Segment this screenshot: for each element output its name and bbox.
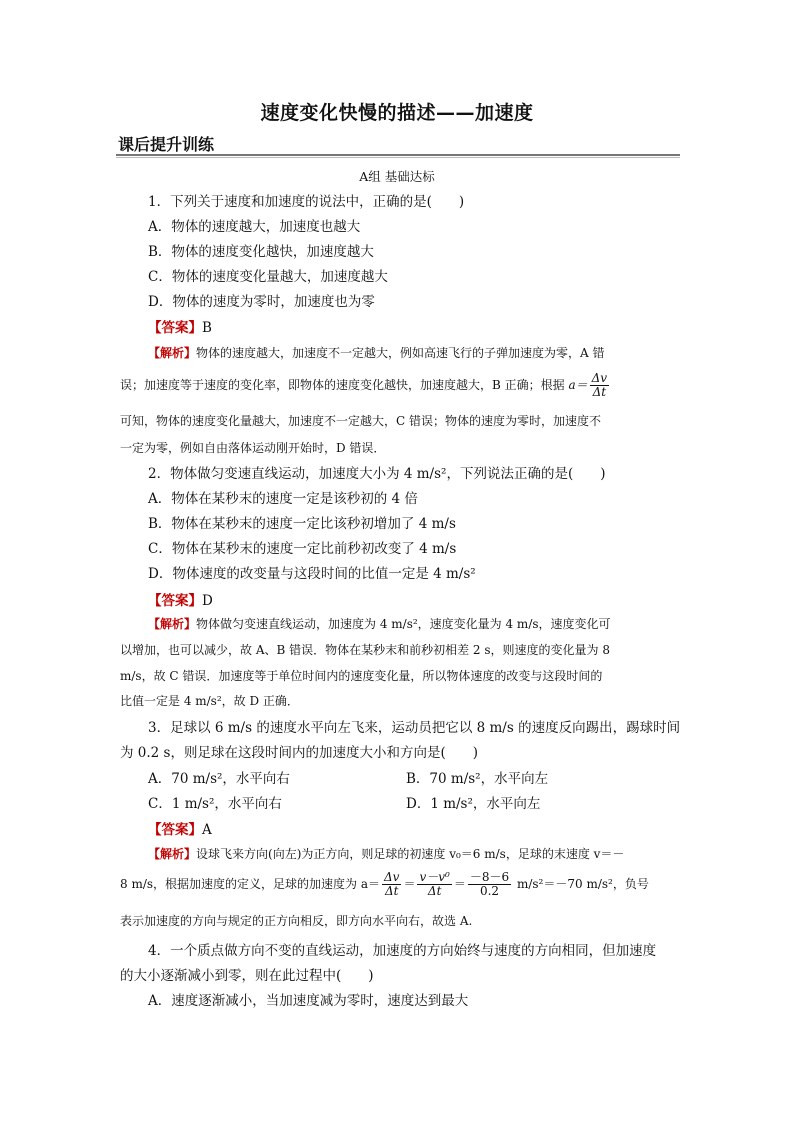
group-heading: A组 基础达标 bbox=[359, 169, 435, 184]
formula-fraction-3 bbox=[468, 871, 511, 898]
section-heading: 课后提升训练 bbox=[118, 135, 215, 154]
explanation-text: 8 m/s，根据加速度的定义，足球的加速度为 a＝ bbox=[120, 877, 380, 891]
formula-fraction-1 bbox=[382, 871, 401, 898]
q1-option-b: B．物体的速度变化越快，加速度越大 bbox=[148, 244, 374, 260]
formula-fraction bbox=[590, 372, 609, 399]
q1-option-a: A．物体的速度越大，加速度也越大 bbox=[148, 219, 361, 235]
page-title: 速度变化快慢的描述——加速度 bbox=[260, 102, 534, 124]
q3-answer bbox=[148, 818, 212, 838]
q2-stem: 2．物体做匀变速直线运动，加速度大小为 4 m/s²，下列说法正确的是( ) bbox=[148, 466, 606, 482]
q3-option-a: A．70 m/s²，水平向右 bbox=[148, 771, 290, 787]
answer-value: B bbox=[202, 320, 212, 336]
equals-sign: ＝ bbox=[453, 877, 466, 891]
answer-tag: 【答案】 bbox=[148, 593, 202, 609]
fraction-denominator: 0.2 bbox=[479, 884, 500, 898]
q2-option-c: C．物体在某秒末的速度一定比前秒初改变了 4 m/s bbox=[148, 541, 457, 557]
q3-explanation-line-1 bbox=[148, 845, 624, 862]
explanation-text: m/s²＝－70 m/s²，负号 bbox=[516, 877, 649, 891]
q1-explanation-line-3: 可知，物体的速度变化量越大，加速度不一定越大，C 错误；物体的速度为零时，加速度不 bbox=[120, 414, 601, 428]
equals-sign: ＝ bbox=[403, 877, 416, 891]
q3-option-b: B．70 m/s²，水平向左 bbox=[406, 771, 549, 787]
explanation-tag: 【解析】 bbox=[148, 617, 197, 631]
explanation-tag: 【解析】 bbox=[148, 847, 197, 861]
q1-explanation-line-1 bbox=[148, 344, 605, 361]
explanation-text: 误；加速度等于速度的变化率，即物体的速度变化越快，加速度越大，B 正确；根据 bbox=[120, 378, 565, 392]
q3-explanation-line-3: 表示加速度的方向与规定的正方向相反，即方向水平向右，故选 A. bbox=[120, 914, 473, 928]
answer-tag: 【答案】 bbox=[148, 320, 202, 336]
formula-fraction-2 bbox=[417, 871, 451, 898]
q4-option-a: A．速度逐渐减小，当加速度减为零时，速度达到最大 bbox=[148, 993, 469, 1009]
q3-option-d: D．1 m/s²，水平向左 bbox=[406, 796, 541, 812]
q1-option-d: D．物体的速度为零时，加速度也为零 bbox=[148, 294, 375, 310]
q1-option-c: C．物体的速度变化量越大，加速度越大 bbox=[148, 269, 388, 285]
answer-tag: 【答案】 bbox=[148, 822, 202, 838]
q3-stem-line-1: 3．足球以 6 m/s 的速度水平向左飞来，运动员把它以 8 m/s 的速度反向踢出，踢球时间 bbox=[148, 720, 681, 736]
q2-answer bbox=[148, 589, 213, 609]
q2-option-a: A．物体在某秒末的速度一定是该秒初的 4 倍 bbox=[148, 491, 418, 507]
q2-explanation-line-3: m/s，故 C 错误．加速度等于单位时间内的速度变化量，所以物体速度的改变与这段时间的 bbox=[120, 669, 603, 683]
q4-stem-line-1: 4．一个质点做方向不变的直线运动，加速度的方向始终与速度的方向相同，但加速度 bbox=[148, 943, 657, 959]
q1-stem: 1．下列关于速度和加速度的说法中，正确的是( ) bbox=[148, 194, 465, 210]
explanation-text: 设球飞来方向(向左)为正方向，则足球的初速度 v₀＝6 m/s，足球的末速度 v＝－ bbox=[196, 847, 625, 861]
formula-lhs: a＝ bbox=[568, 378, 588, 392]
fraction-numerator: v－v⁰ bbox=[419, 870, 450, 884]
fraction-denominator: Δt bbox=[427, 884, 442, 898]
q3-stem-line-2: 为 0.2 s，则足球在这段时间内的加速度大小和方向是( ) bbox=[120, 745, 479, 761]
answer-value: A bbox=[202, 822, 212, 838]
fraction-numerator: Δv bbox=[591, 371, 608, 385]
q1-explanation-line-4: 一定为零，例如自由落体运动刚开始时，D 错误． bbox=[120, 441, 386, 455]
fraction-numerator: Δv bbox=[384, 870, 400, 884]
q2-explanation-line-4: 比值一定是 4 m/s²，故 D 正确． bbox=[120, 694, 299, 708]
divider-thin bbox=[116, 157, 680, 158]
q1-explanation-line-2 bbox=[120, 372, 611, 399]
q2-option-b: B．物体在某秒末的速度一定比该秒初增加了 4 m/s bbox=[148, 516, 456, 532]
divider bbox=[116, 154, 680, 156]
fraction-denominator: Δt bbox=[592, 385, 607, 399]
q1-answer bbox=[148, 316, 212, 336]
q2-explanation-line-1 bbox=[148, 615, 611, 632]
fraction-denominator: Δt bbox=[384, 884, 399, 898]
q2-explanation-line-2: 以增加，也可以减少，故 A、B 错误．物体在某秒末和前秒初相差 2 s，则速度的变化量为 8 bbox=[120, 643, 610, 657]
explanation-text: 物体做匀变速直线运动，加速度为 4 m/s²，速度变化量为 4 m/s，速度变化可 bbox=[196, 617, 611, 631]
fraction-numerator: －8－6 bbox=[469, 870, 510, 884]
q4-stem-line-2: 的大小逐渐减小到零，则在此过程中( ) bbox=[120, 968, 374, 984]
explanation-text: 物体的速度越大，加速度不一定越大，例如高速飞行的子弹加速度为零，A 错 bbox=[196, 346, 605, 360]
q3-option-c: C．1 m/s²，水平向右 bbox=[148, 796, 282, 812]
q3-explanation-line-2 bbox=[120, 871, 649, 898]
q2-option-d: D．物体速度的改变量与这段时间的比值一定是 4 m/s² bbox=[148, 566, 476, 582]
answer-value: D bbox=[202, 593, 213, 609]
explanation-tag: 【解析】 bbox=[148, 346, 197, 360]
